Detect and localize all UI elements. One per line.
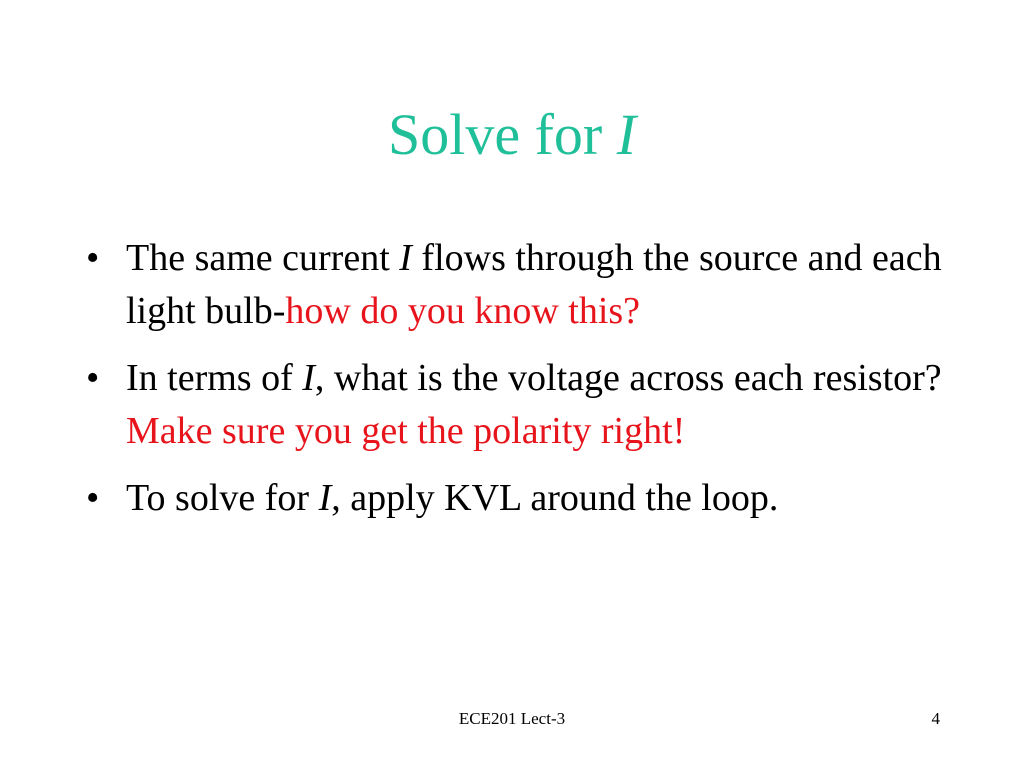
bullet-list <box>86 232 966 539</box>
bullet-glyph: • <box>86 237 100 279</box>
bullet-text: , what is the voltage across each resistor? <box>314 357 942 399</box>
bullet-glyph: • <box>86 477 100 519</box>
page-number: 4 <box>931 709 940 728</box>
bullet-variable: I <box>318 477 332 519</box>
bullet-text: In terms of <box>126 357 303 399</box>
bullet-text: To solve for <box>126 477 319 519</box>
bullet-text: , apply KVL around the loop. <box>331 477 779 519</box>
bullet-item <box>86 232 966 338</box>
slide-title <box>0 100 1024 170</box>
title-prefix: Solve for <box>387 102 617 167</box>
bullet-variable: I <box>399 237 412 279</box>
bullet-glyph: • <box>86 357 100 399</box>
bullet-item <box>86 352 966 458</box>
footer-course-label: ECE201 Lect-3 <box>458 709 566 728</box>
title-variable: I <box>616 102 637 167</box>
bullet-item <box>86 472 966 525</box>
bullet-text: The same current <box>126 237 400 279</box>
bullet-highlight: how do you know this? <box>285 290 641 332</box>
bullet-highlight: Make sure you get the polarity right! <box>126 410 686 452</box>
bullet-variable: I <box>302 357 315 399</box>
bullet-text: flows through the source and each light bulb- <box>126 237 942 332</box>
